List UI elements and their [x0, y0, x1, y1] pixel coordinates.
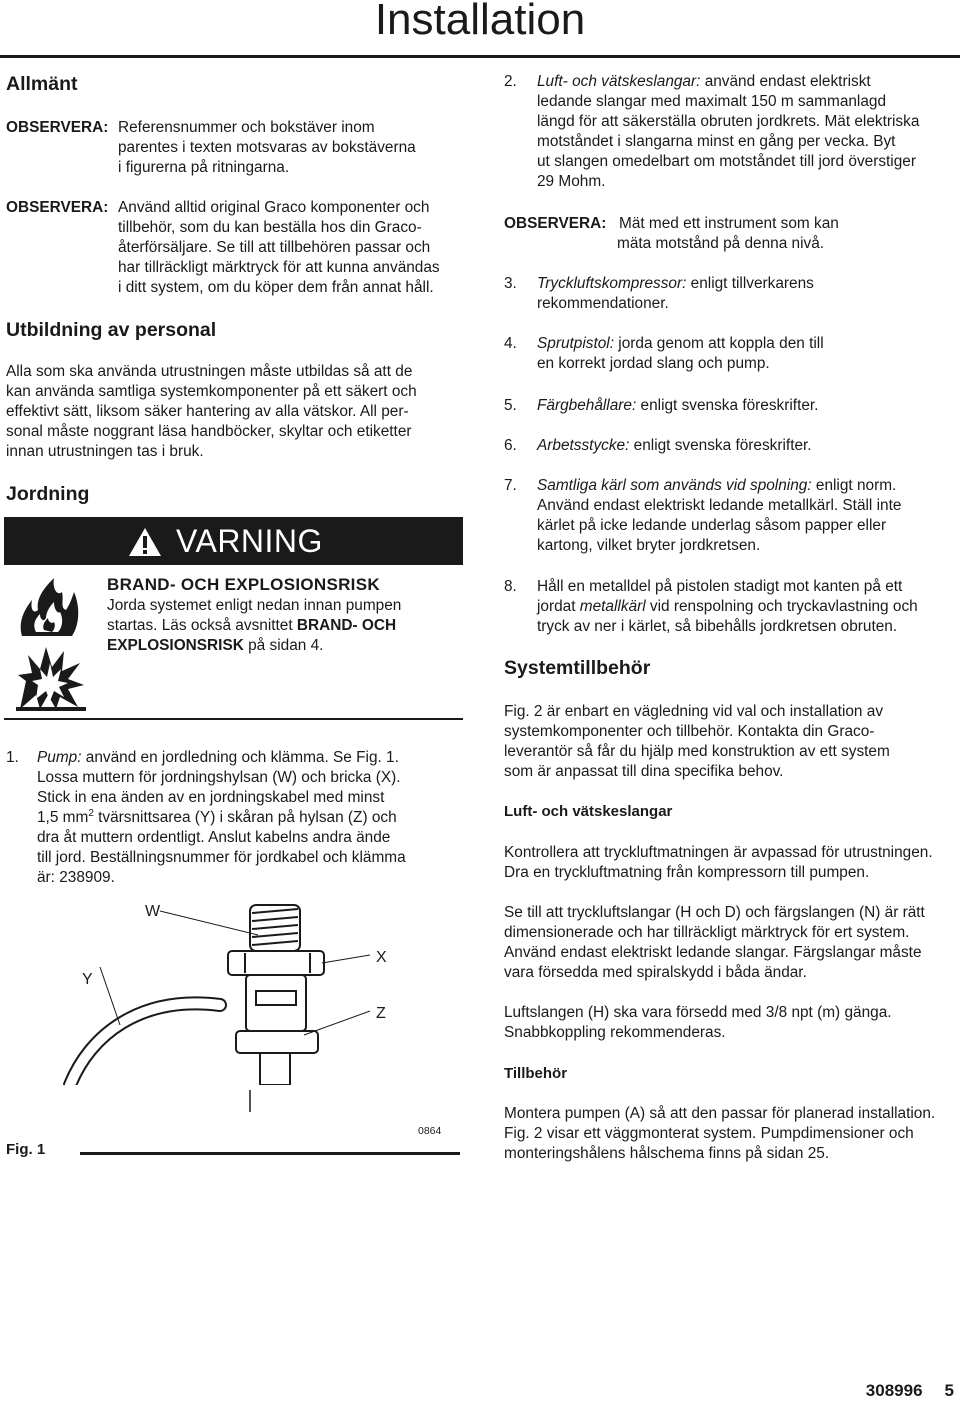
- list-item-spray-gun: Sprutpistol: jorda genom att koppla den till en korrekt jordad slang och pump.: [537, 335, 824, 372]
- warning-title: VARNING: [176, 523, 323, 559]
- list-number: 6.: [504, 437, 517, 454]
- note-label: OBSERVERA:: [6, 199, 109, 216]
- section-heading-general: Allmänt: [6, 73, 78, 95]
- note-text-2: Använd alltid original Graco komponenter och tillbehör, som du kan beställa hos din Graco- återförsäljare. Se till att tillbehören passar och har tillräckligt märktryck för att kunna användas i ditt system, om du köper dem från annat håll.: [118, 199, 440, 296]
- hoses-paragraph-1: Kontrollera att tryckluftmatningen är avpassad för utrustningen. Dra en tryckluftmatning från kompressorn till pumpen.: [504, 844, 933, 881]
- explosion-icon: [16, 645, 86, 711]
- grounding-clamp-illustration: [60, 895, 400, 1085]
- page-title: Installation: [374, 0, 586, 44]
- figure-caption: Fig. 1: [6, 1141, 46, 1158]
- page-number: 5: [944, 1381, 954, 1400]
- training-paragraph: Alla som ska använda utrustningen måste utbildas så att de kan använda samtliga systemkomponenter på ett säkert och effektivt sätt, liksom säker hantering av alla vätskor. All per- sonal måste noggrant läsa handböcker, skyltar och etiketter innan utrustningen tas i bruk.: [6, 363, 417, 460]
- subheading-accessories: Tillbehör: [504, 1065, 568, 1082]
- warning-bottom-rule: [4, 718, 463, 720]
- accessories-paragraph: Montera pumpen (A) så att den passar för planerad installation. Fig. 2 visar ett väggmonterat system. Pumpdimensioner och monteringshålens hålschema finns på sidan 25.: [504, 1105, 936, 1162]
- subheading-hoses: Luft- och vätskeslangar: [504, 803, 673, 820]
- figure-label-y: Y: [82, 971, 93, 988]
- fire-icon: [14, 570, 84, 640]
- list-item-paint-container: Färgbehållare: enligt svenska föreskrifter.: [537, 397, 819, 414]
- figure-label-w: W: [145, 903, 161, 920]
- list-number: 1.: [6, 749, 19, 766]
- warning-triangle-icon: [128, 527, 162, 557]
- list-number: 2.: [504, 73, 517, 90]
- hoses-paragraph-3: Luftslangen (H) ska vara försedd med 3/8 npt (m) gänga. Snabbkoppling rekommenderas.: [504, 1004, 892, 1041]
- hoses-paragraph-2: Se till att tryckluftslangar (H och D) och färgslangen (N) är rätt dimensionerade och har tillräckligt märktryck för ert system. Använd endast elektriskt ledande slangar. Färgslangar måste vara försedda med spiralskydd i båda ändar.: [504, 904, 925, 981]
- list-item-flush-containers: Samtliga kärl som används vid spolning: enligt norm. Använd endast elektriskt ledande metallkärl. Ställ inte kärlet på icke ledande underlag såsom papper eller kartong, vilket bryter jordkretsen.: [537, 477, 902, 554]
- section-heading-training: Utbildning av personal: [6, 319, 217, 341]
- list-item-compressor: Tryckluftskompressor: enligt tillverkarens rekommendationer.: [537, 275, 814, 312]
- warning-heading: BRAND- OCH EXPLOSIONSRISK: [107, 575, 380, 594]
- note-label: OBSERVERA:: [6, 119, 109, 136]
- section-heading-accessories: Systemtillbehör: [504, 657, 651, 679]
- accessories-intro: Fig. 2 är enbart en vägledning vid val och installation av systemkomponenter och tillbehör. Kontakta din Graco- leverantör så får du hjälp med konstruktion av ett system som är anpassat till dina specifika behov.: [504, 703, 890, 780]
- warning-text: Jorda systemet enligt nedan innan pumpen startas. Läs också avsnittet BRAND- OCH EXPLOSIONSRISK på sidan 4.: [107, 597, 402, 654]
- list-item-workpiece: Arbetsstycke: enligt svenska föreskrifter.: [537, 437, 812, 454]
- header-divider: [0, 55, 960, 58]
- note-text-3: Mät med ett instrument som kan: [619, 215, 839, 232]
- list-number: 3.: [504, 275, 517, 292]
- list-item-hold-metal: Håll en metalldel på pistolen stadigt mot kanten på ett jordat metallkärl vid renspolning och tryckavlastning och tryck av ner i kärlet, så bibehålls jordkretsen obruten.: [537, 578, 918, 635]
- document-number: 308996: [865, 1381, 923, 1400]
- list-number: 4.: [504, 335, 517, 352]
- page-footer: [844, 1380, 954, 1402]
- note-label: OBSERVERA:: [504, 215, 607, 232]
- section-heading-grounding: Jordning: [6, 483, 90, 505]
- list-item-pump: Pump: använd en jordledning och klämma. Se Fig. 1. Lossa muttern för jordningshylsan (W) och bricka (X). Stick in ena änden av en jordningskabel med minst 1,5 $mm^2$ tvärsnittsarea (Y) i skåran på hylsan (Z) och dra åt muttern ordentligt. Anslut kabelns andra ände till jord. Beställningsnummer för jordkabel och klämma är: 238909.: [37, 749, 406, 886]
- list-number: 5.: [504, 397, 517, 414]
- figure-code: 0864: [418, 1125, 442, 1137]
- list-number: 8.: [504, 578, 517, 595]
- note-text-3b: mäta motstånd på denna nivå.: [617, 235, 825, 252]
- figure-label-z: Z: [376, 1005, 386, 1022]
- figure-label-x: X: [376, 949, 387, 966]
- list-item-hoses: Luft- och vätskeslangar: använd endast elektriskt ledande slangar med maximalt 150 m sammanlagd längd för att säkerställa obruten jordkrets. Mät elektriska motståndet i slangarna minst en gång per vecka. Byt ut slangen omedelbart om motståndet till jord överstiger 29 Mohm.: [537, 73, 920, 190]
- note-text-1: Referensnummer och bokstäver inom parentes i texten motsvaras av bokstäverna i figurerna på ritningarna.: [118, 119, 416, 176]
- ground-symbol-icon: [70, 1090, 460, 1160]
- list-number: 7.: [504, 477, 517, 494]
